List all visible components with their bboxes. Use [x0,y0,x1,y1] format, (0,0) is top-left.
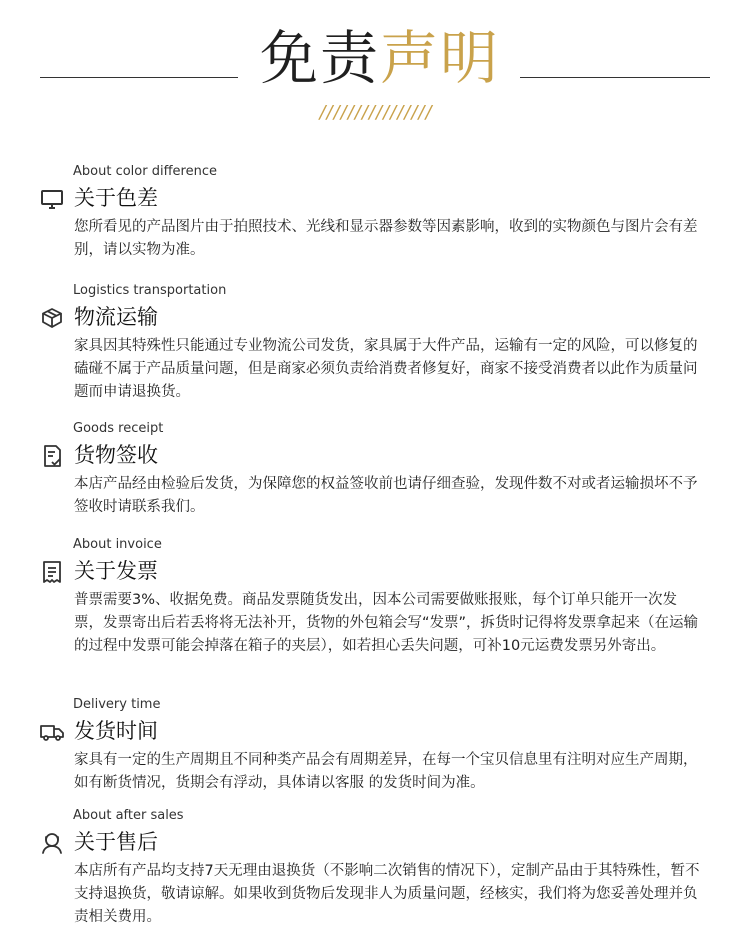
page-title [250,22,510,94]
monitor-icon [40,187,64,211]
header [0,0,750,150]
section-after-sales [40,808,705,929]
section-body: 本店所有产品均支持7天无理由退换货（不影响二次销售的情况下），定制产品由于其特殊性，暂不支持退换货，敬请谅解。如果收到货物后发现非人为质量问题，经核实，我们将为您妥善处理并负责相关费用。 [74,863,700,925]
section-delivery-time [40,697,705,795]
section-goods-receipt [40,421,705,519]
section-en-title: Logistics transportation [73,283,227,298]
section-zh-title: 关于发票 [74,559,158,583]
package-icon [40,306,64,330]
section-body: 您所看见的产品图片由于拍照技术、光线和显示器参数等因素影响，收到的实物颜色与图片会有差别，请以实物为准。 [74,219,698,258]
section-zh-title: 货物签收 [74,443,158,467]
section-en-title: Delivery time [73,697,161,712]
invoice-icon [40,560,64,584]
receipt-check-icon [40,444,64,468]
section-en-title: About color difference [73,164,217,179]
section-zh-title: 关于售后 [74,830,158,854]
section-logistics [40,283,705,404]
section-zh-title: 物流运输 [74,305,158,329]
section-en-title: About invoice [73,537,162,552]
truck-icon [40,720,64,744]
section-body: 普票需要3%、收据免费。商品发票随货发出，因本公司需要做账报账，每个订单只能开一次发票，发票寄出后若丢将将无法补开，货物的外包箱会写“发票”，拆货时记得将发票拿起来（在运输的过程中发票可能会掉落在箱子的夹层），如若担心丢失问题，可补10元运费发票另外寄出。 [74,592,699,654]
title-part2: 声明 [380,24,501,92]
section-zh-title: 发货时间 [74,719,158,743]
section-en-title: About after sales [73,808,184,823]
section-color-difference [40,164,705,262]
header-rule-left [40,77,238,78]
title-part1: 免责 [259,24,380,92]
header-rule-right [520,77,710,78]
section-body: 家具因其特殊性只能通过专业物流公司发货，家具属于大件产品，运输有一定的风险，可以修复的磕碰不属于产品质量问题，但是商家必须负责给消费者修复好，商家不接受消费者以此作为质量问题而申请退换货。 [74,338,698,400]
section-body: 本店产品经由检验后发货，为保障您的权益签收前也请仔细查验，发现件数不对或者运输损坏不予签收时请联系我们。 [74,476,698,515]
section-invoice [40,537,705,658]
section-body: 家具有一定的生产周期且不同种类产品会有周期差异，在每一个宝贝信息里有注明对应生产周期，如有断货情况，货期会有浮动，具体请以客服 的发货时间为准。 [74,752,698,791]
section-en-title: Goods receipt [73,421,164,436]
section-zh-title: 关于色差 [74,186,158,210]
title-decoration: //////////////// [319,102,433,123]
customer-service-icon [40,831,64,855]
